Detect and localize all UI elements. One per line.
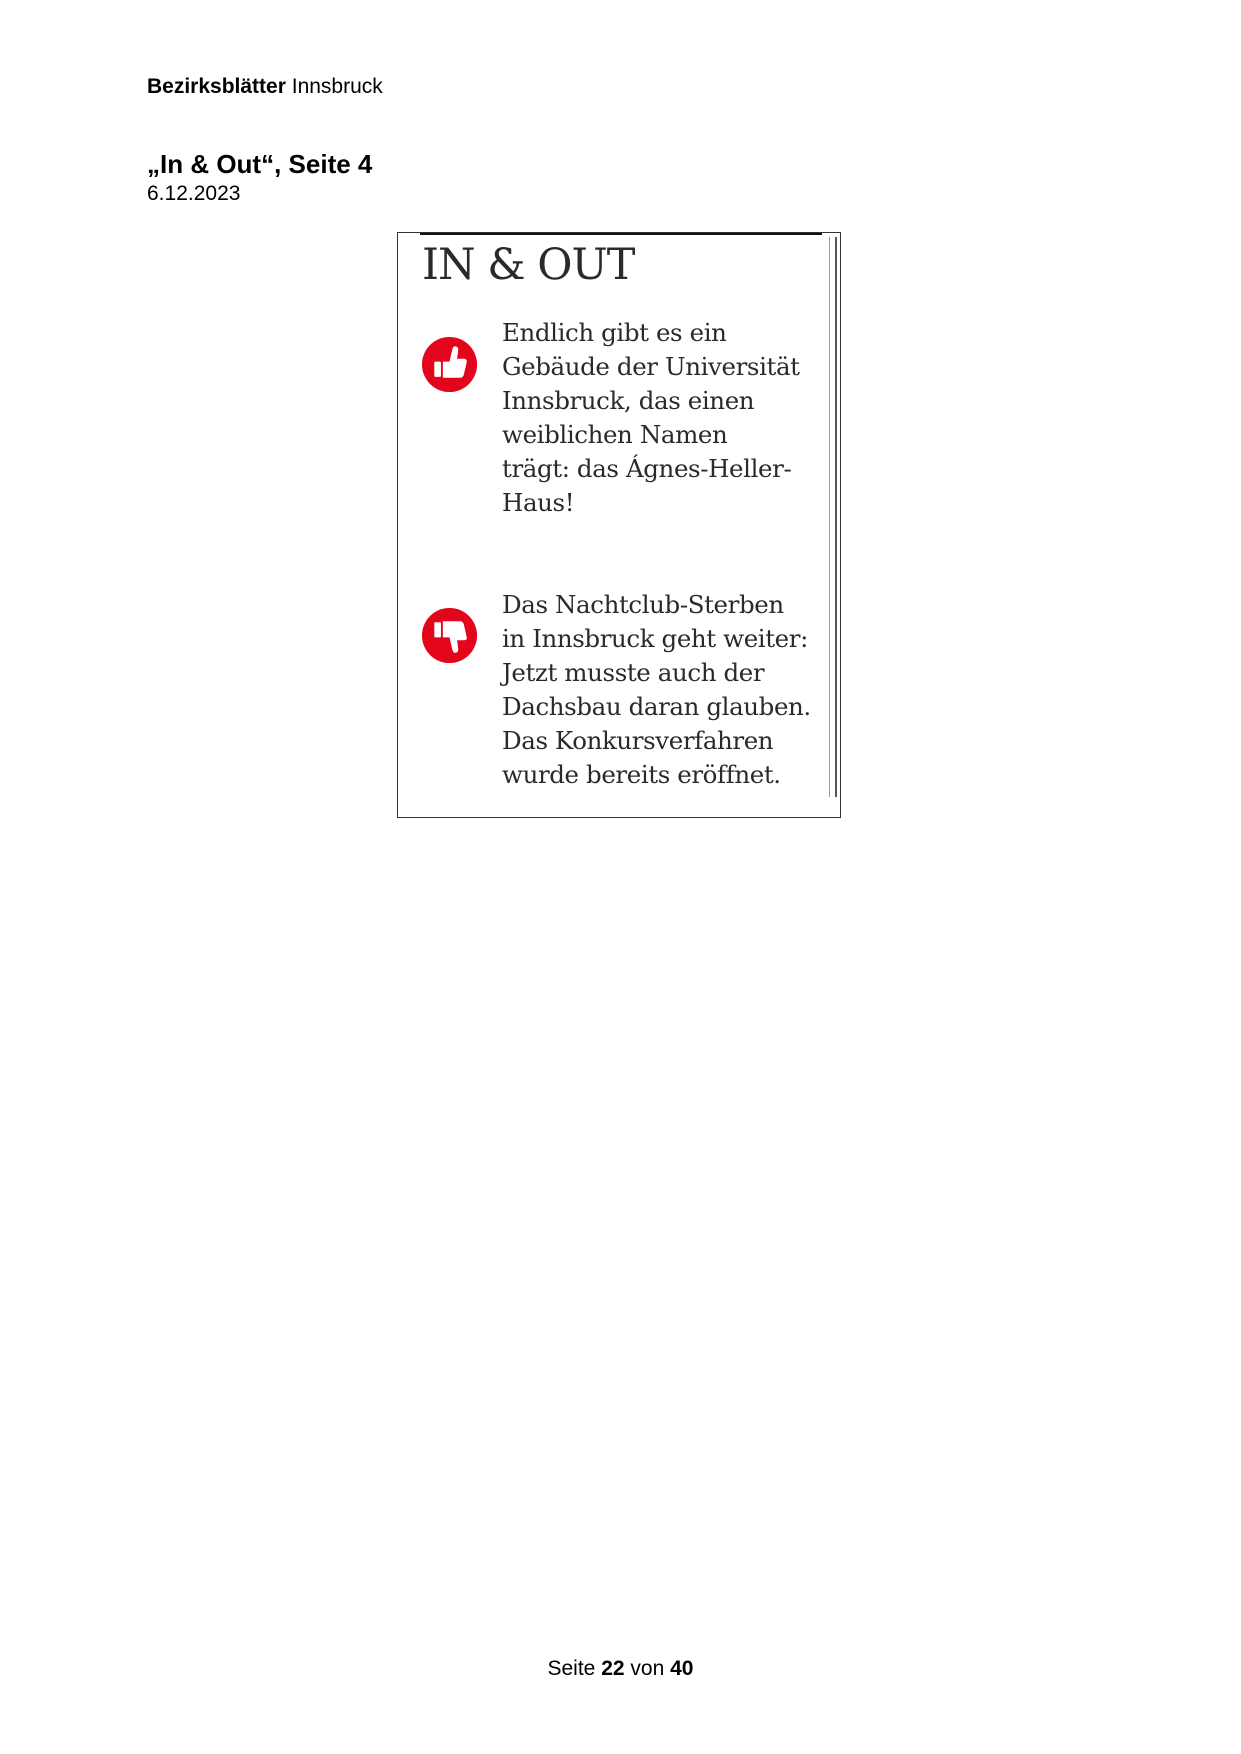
publication-source bbox=[147, 74, 383, 100]
thumbs-up-icon bbox=[421, 336, 478, 393]
clipping-right-rule bbox=[835, 237, 837, 797]
current-page: 22 bbox=[601, 1657, 625, 1680]
clipping-top-rule bbox=[420, 233, 822, 235]
article-date: 6.12.2023 bbox=[147, 182, 241, 205]
thumbs-down-icon bbox=[421, 607, 478, 664]
publication-name: Bezirksblätter bbox=[147, 75, 286, 98]
article-title: „In & Out“, Seite 4 bbox=[147, 149, 373, 179]
in-item-text: Endlich gibt es ein Gebäude der Universität Innsbruck, das einen weiblichen Namen trägt: das Ágnes-Heller- Haus! bbox=[502, 318, 800, 517]
page-middle: von bbox=[630, 1657, 665, 1680]
page-prefix: Seite bbox=[547, 1657, 596, 1680]
publication-region: Innsbruck bbox=[291, 75, 383, 98]
total-pages: 40 bbox=[670, 1657, 694, 1680]
newspaper-clipping bbox=[397, 232, 841, 818]
out-item-text: Das Nachtclub-Sterben in Innsbruck geht weiter: Jetzt musste auch der Dachsbau daran glauben. Das Konkursverfahren wurde bereits eröffnet. bbox=[502, 590, 811, 789]
page-number bbox=[0, 1656, 1241, 1682]
clipping-heading: IN & OUT bbox=[422, 240, 635, 290]
